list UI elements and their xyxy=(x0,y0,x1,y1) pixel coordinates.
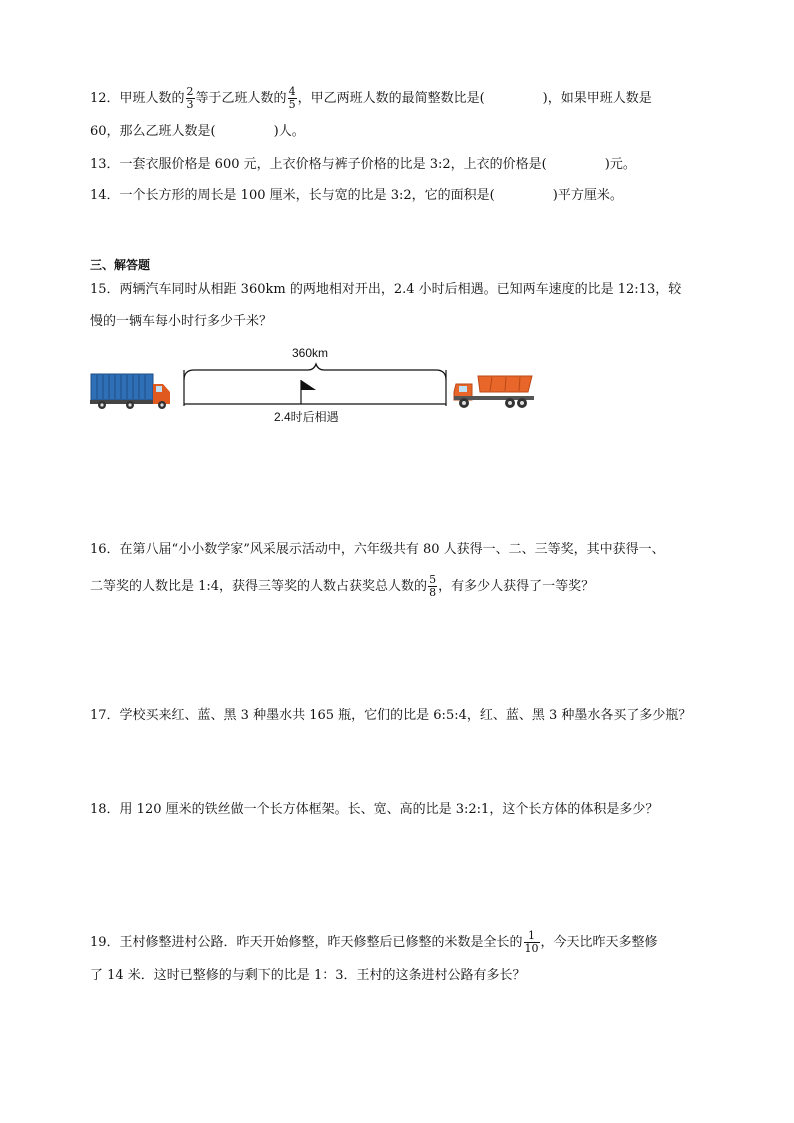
fraction-4-5: $\frac{4}{5}$ xyxy=(288,85,296,111)
question-13: 13．一套衣服价格是 600 元，上衣价格与裤子价格的比是 3:2，上衣的价格是( )元。 xyxy=(90,157,636,172)
question-16-line-2: 二等奖的人数比是 1:4，获得三等奖的人数占获奖总人数的 $\frac{5}{8}$ ，有多少人获得了一等奖？ xyxy=(90,573,595,599)
section-heading: 三、解答题 xyxy=(90,258,151,272)
fraction-1-10: $\frac{1}{10}$ xyxy=(524,929,539,955)
meeting-diagram xyxy=(88,342,548,432)
question-15-line-1: 15．两辆汽车同时从相距 360km 的两地相对开出，2.4 小时后相遇。已知两车速度的比是 12:13，较 xyxy=(90,282,682,297)
question-14: 14．一个长方形的周长是 100 厘米，长与宽的比是 3:2，它的面积是( )平方厘米。 xyxy=(90,188,623,203)
fraction-2-3: $\frac{2}{3}$ xyxy=(186,85,194,111)
fraction-5-8: $\frac{5}{8}$ xyxy=(429,573,437,599)
question-19-line-2: 了 14 米．这时已整修的与剩下的比是 1：3．王村的这条进村公路有多长？ xyxy=(90,968,526,983)
question-15-line-2: 慢的一辆车每小时行多少千米？ xyxy=(90,314,273,329)
question-12-line-2: 60，那么乙班人数是( )人。 xyxy=(90,124,305,139)
dump-truck-icon xyxy=(452,370,536,410)
question-18: 18．用 120 厘米的铁丝做一个长方体框架。长、宽、高的比是 3:2:1，这个长方体的体积是多少？ xyxy=(90,802,659,817)
container-truck-icon xyxy=(90,372,176,410)
distance-label: 360km xyxy=(292,346,329,360)
question-19-line-1: 19．王村修整进村公路．昨天开始修整，昨天修整后已修整的米数是全长的 $\frac{1}{10}$ ，今天比昨天多整修 xyxy=(90,929,658,955)
question-17: 17．学校买来红、蓝、黑 3 种墨水共 165 瓶，它们的比是 6:5:4，红、蓝、黑 3 种墨水各买了多少瓶？ xyxy=(90,708,692,723)
time-label: 2.4时后相遇 xyxy=(274,410,339,424)
question-12-line-1: 12．甲班人数的 $\frac{2}{3}$ 等于乙班人数的 $\frac{4}{5}$ ，甲乙两班人数的最简整数比是( )，如果甲班人数是 xyxy=(90,85,652,111)
question-16-line-1: 16．在第八届“小小数学家”风采展示活动中，六年级共有 80 人获得一、二、三等奖，其中获得一、 xyxy=(90,542,665,557)
